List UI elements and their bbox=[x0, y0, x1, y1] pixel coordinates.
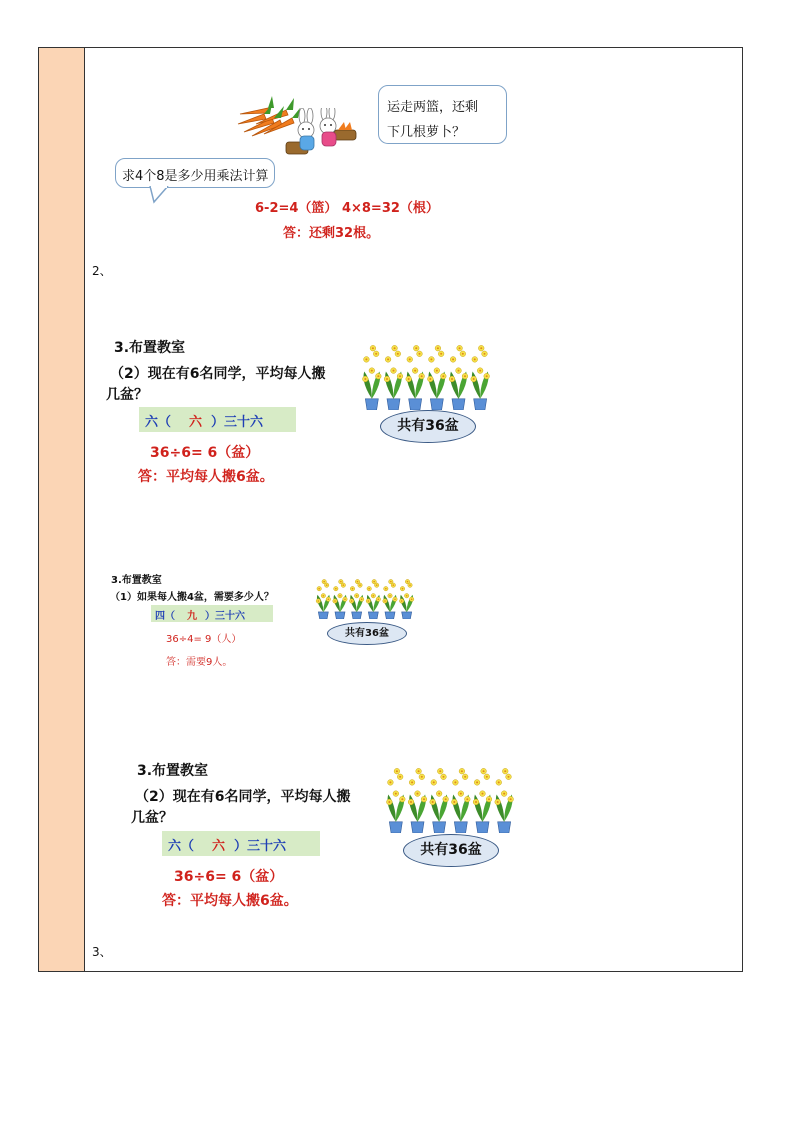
slideA-rhyme-bar bbox=[139, 407, 296, 432]
slideC-rhyme-part1: 六（ bbox=[168, 839, 195, 854]
flower-pots-icon bbox=[385, 763, 515, 833]
slideC-rhyme-part2: ）三十六 bbox=[234, 839, 287, 854]
slideB-title: 3.布置教室 bbox=[111, 575, 162, 586]
flower-pots-icon bbox=[315, 575, 415, 619]
slideA-oval-text: 共有36盆 bbox=[397, 418, 459, 434]
slideA-total-oval bbox=[380, 410, 476, 443]
item-label-2: 2、 bbox=[92, 264, 112, 278]
slideA-question-line1: （2）现在有6名同学，平均每人搬 bbox=[110, 366, 326, 382]
slideC-question-line1: （2）现在有6名同学，平均每人搬 bbox=[135, 789, 351, 805]
slideA-rhyme-part2: ）三十六 bbox=[211, 415, 264, 430]
slideB-answer: 答：需要9人。 bbox=[166, 657, 233, 668]
slideB-rhyme-part2: ）三十六 bbox=[205, 611, 245, 622]
speech-bubble-left bbox=[115, 158, 275, 188]
slideC-answer: 答：平均每人搬6盆。 bbox=[162, 893, 298, 909]
slideA-equation: 36÷6= 6（盆） bbox=[150, 445, 260, 461]
slideC-rhyme-bar bbox=[162, 831, 320, 856]
slideC-equation: 36÷6= 6（盆） bbox=[174, 869, 284, 885]
slideA-rhyme-part1: 六（ bbox=[145, 415, 172, 430]
slideA-answer: 答：平均每人搬6盆。 bbox=[138, 469, 274, 485]
slideC-question-line2: 几盆？ bbox=[131, 810, 173, 826]
slideB-equation: 36÷4= 9（人） bbox=[166, 634, 242, 645]
bubble-top-line1: 运走两篮，还剩 bbox=[387, 100, 479, 115]
section1-answer: 答：还剩32根。 bbox=[283, 226, 380, 241]
slideB-question: （1）如果每人搬4盆，需要多少人？ bbox=[110, 592, 274, 603]
left-shaded-column bbox=[39, 48, 85, 971]
item-label-3: 3、 bbox=[92, 945, 112, 959]
slideA-rhyme-middle: 六 bbox=[189, 415, 203, 430]
slideB-oval-text: 共有36盆 bbox=[345, 628, 389, 639]
slideA-title: 3.布置教室 bbox=[114, 340, 186, 356]
speech-bubble-top bbox=[378, 85, 507, 144]
slideB-rhyme-bar bbox=[151, 605, 273, 622]
slideB-rhyme-part1: 四（ bbox=[155, 611, 175, 622]
flower-pots-icon bbox=[361, 340, 491, 410]
slideB-total-oval bbox=[327, 622, 407, 645]
bunny-pair-icon bbox=[282, 108, 362, 164]
bubble-top-line2: 下几根萝卜？ bbox=[387, 125, 466, 140]
slideB-rhyme-middle: 九 bbox=[187, 611, 197, 622]
slideC-oval-text: 共有36盆 bbox=[420, 842, 482, 858]
bubble-left-text: 求4个8是多少用乘法计算 bbox=[122, 169, 269, 184]
slideC-rhyme-middle: 六 bbox=[212, 839, 226, 854]
section1-equation: 6-2=4（篮） 4×8=32（根） bbox=[255, 201, 439, 216]
bubble-tail-icon bbox=[148, 186, 172, 204]
slideC-title: 3.布置教室 bbox=[137, 763, 209, 779]
slideC-total-oval bbox=[403, 834, 499, 867]
slideA-question-line2: 几盆？ bbox=[106, 387, 148, 403]
